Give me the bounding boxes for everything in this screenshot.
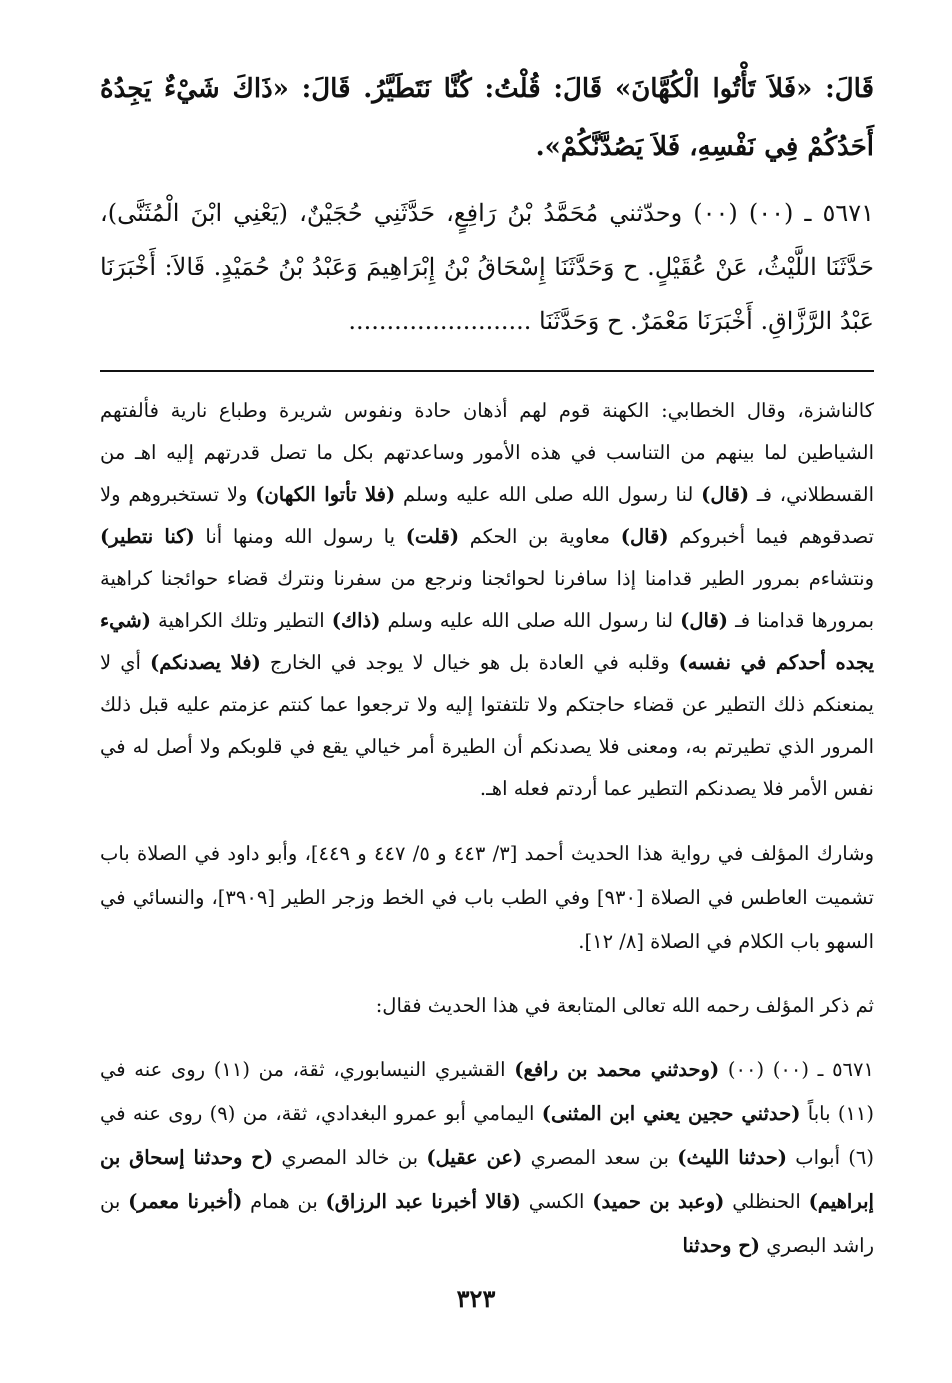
commentary-text: الكسي (520, 1190, 593, 1213)
commentary-text: بن سعد المصري (522, 1146, 678, 1169)
quoted-phrase: (قال) (620, 525, 669, 548)
commentary-text: بن راشد البصري (100, 1190, 874, 1257)
book-page (100, 60, 874, 1383)
commentary-text: ونتشاءم بمرور الطير قدامنا إذا سافرنا لحوائجنا ونرجع من سفرنا ونترك قضاء حوائجنا كراهية بمرورها قدامنا فـ (100, 567, 874, 632)
quoted-phrase: (فلا تأتوا الكهان) (255, 483, 396, 506)
isnad-commentary-paragraph (100, 1048, 874, 1268)
quoted-phrase: (قال) (701, 483, 750, 506)
isnad-text: ٥٦٧١ ـ (٠٠) (٠٠) وحدّثني مُحَمَّدُ بْنُ رَافِعٍ، حَدَّثَنِي حُجَيْنٌ، (يَعْنِي ابْنَ الْمُثَنَّى)، حَدَّثَنَا اللَّيْثُ، عَنْ عُقَيْلٍ. ح وَحَدَّثَنَا إِسْحَاقُ بْنُ إِبْرَاهِيمَ وَعَبْدُ بْنُ حُمَيْدٍ. قَالاَ: أَخْبَرَنَا عَبْدُ الرَّزَّاقِ. أَخْبَرَنَا مَعْمَرٌ. ح وَحَدَّثَنَا ........................ (100, 199, 875, 335)
hadith-text: قَالَ: «فَلاَ تَأْتُوا الْكُهَّانَ» قَالَ: قُلْتُ: كُنَّا نَتَطَيَّرُ. قَالَ: «ذَاكَ شَيْءٌ يَجِدُهُ أَحَدُكُمْ فِي نَفْسِهِ، فَلاَ يَصُدَّنَّكُمْ». (100, 74, 874, 162)
footnote-divider (100, 370, 874, 372)
quoted-phrase: (قال) (680, 609, 729, 632)
commentary-paragraph (100, 390, 874, 810)
commentary-text: يا رسول الله ومنها أنا (194, 525, 406, 548)
quoted-phrase: (وعبد بن حميد) (592, 1190, 725, 1213)
quoted-phrase: (شيء يجده أحدكم في نفسه) (100, 609, 874, 674)
commentary-text: اليمامي أبو عمرو البغدادي، ثقة، من (٩) روى عنه في (٦) أبواب (100, 1102, 874, 1169)
quoted-phrase: (ح وحدثنا إسحاق بن إبراهيم) (100, 1146, 874, 1213)
quoted-phrase: (ذاك) (331, 609, 381, 632)
commentary-text: كالناشزة، وقال الخطابي: الكهنة قوم لهم أذهان حادة ونفوس شريرة وطباع نارية فألفتهم الشياطين لما بينهم من التناسب في هذه الأمور وساعدتهم بكل ما تصل قدرتهم إليه اهـ من القسطلاني، فـ (100, 399, 874, 506)
commentary-text: القشيري النيسابوري، ثقة، من (١١) روى عنه في (١١) باباً (100, 1058, 874, 1125)
quoted-phrase: (حدثني حجين يعني ابن المثنى) (541, 1102, 801, 1125)
quoted-phrase: (فلا يصدنكم) (150, 651, 261, 674)
commentary-text: لنا رسول الله صلى الله عليه وسلم (380, 609, 681, 632)
commentary-text: بن خالد المصري (273, 1146, 427, 1169)
quoted-phrase: (حدثنا الليث) (677, 1146, 788, 1169)
commentary-text: بن همام (242, 1190, 326, 1213)
quoted-phrase: (أخبرنا معمر) (128, 1190, 243, 1213)
quoted-phrase: (وحدثني محمد بن رافع) (514, 1058, 720, 1081)
commentary-text: لنا رسول الله صلى الله عليه وسلم (395, 483, 702, 506)
commentary-text: معاوية بن الحكم (459, 525, 621, 548)
quoted-phrase: (قلت) (405, 525, 460, 548)
mutabaah-intro: ثم ذكر المؤلف رحمه الله تعالى المتابعة في هذا الحديث فقال: (375, 994, 874, 1017)
page-number: ٣٢٣ (456, 1284, 496, 1313)
commentary-text: وقلبه في العادة بل هو خيال لا يوجد في الخارج (260, 651, 679, 674)
quoted-phrase: (قالا أخبرنا عبد الرزاق) (325, 1190, 521, 1213)
commentary-text: الحنظلي (724, 1190, 809, 1213)
quoted-phrase: (عن عقيل) (426, 1146, 523, 1169)
quoted-phrase: (ح وحدثنا (682, 1234, 761, 1257)
commentary-text: أي لا يمنعنكم ذلك التطير عن قضاء حاجتكم ولا تلتفتوا إليه ولا ترجعوا عما كنتم عزمتم عليه قبل ذلك المرور الذي تطيرتم به، ومعنى فلا يصدنكم أن الطيرة أمر خيالي يقع في قلوبكم ولا أصل له في نفس الأمر فلا يصدنكم التطير عما أردتم فعله اهـ. (100, 651, 874, 800)
commentary-text: ٥٦٧١ ـ (٠٠) (٠٠) (719, 1058, 874, 1081)
commentary-text: ولا تستخبروهم ولا تصدقوهم فيما أخبروكم (100, 483, 874, 548)
takhrij-paragraph: وشارك المؤلف في رواية هذا الحديث أحمد [٣/ ٤٤٣ و ٥/ ٤٤٧ و ٤٤٩]، وأبو داود في الصلاة باب تشميت العاطس في الصلاة [٩٣٠] وفي الطب باب في الخط وزجر الطير [٣٩٠٩]، والنسائي في السهو باب الكلام في الصلاة [٨/ ١٢]. (100, 842, 874, 953)
commentary-text: التطير وتلك الكراهية (151, 609, 332, 632)
quoted-phrase: (كنا نتطير) (100, 525, 195, 548)
